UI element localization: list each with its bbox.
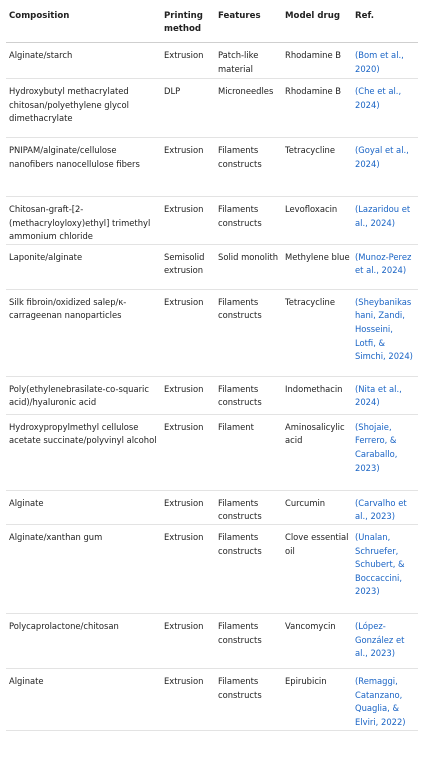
table-header-row [6,4,418,43]
cell-ref [352,244,418,289]
cell-ref [352,376,418,414]
cell-composition: PNIPAM/alginate/cellulose nanofibers nanocellulose fibers [6,138,161,197]
cell-drug: Clove essential oil [282,524,352,613]
cell-ref [352,289,418,376]
cell-ref [352,79,418,138]
cell-method: Extrusion [161,490,215,524]
ref-link[interactable]: (Nita et al., 2024) [355,383,402,408]
header-features: Features [215,4,282,43]
cell-features: Filaments constructs [215,197,282,245]
table-container [0,4,424,772]
ref-link[interactable]: (Che et al., 2024) [355,86,402,110]
ref-link[interactable]: (Bom et al., 2020) [355,50,404,74]
ref-link[interactable]: (Carvalho et al., 2023) [355,497,407,522]
cell-composition: Silk fibroin/oxidized salep/κ-carrageenan nanoparticles [6,289,161,376]
cell-composition: Poly(ethylenebrasilate-co-squaric acid)/hyaluronic acid [6,376,161,414]
cell-composition: Hydroxybutyl methacrylated chitosan/polyethylene glycol dimethacrylate [6,79,161,138]
cell-ref [352,138,418,197]
cell-method: DLP [161,79,215,138]
cell-ref [352,490,418,524]
ref-link[interactable]: (Shojaie, Ferrero, & Caraballo, 2023) [355,421,398,473]
cell-composition: Alginate [6,490,161,524]
cell-drug: Methylene blue [282,244,352,289]
cell-features: Filaments constructs [215,668,282,730]
cell-composition: Alginate/starch [6,43,161,79]
cell-method: Extrusion [161,43,215,79]
cell-method: Extrusion [161,414,215,490]
cell-method: Semisolid extrusion [161,244,215,289]
cell-drug: Tetracycline [282,289,352,376]
cell-method: Extrusion [161,668,215,730]
cell-ref [352,613,418,668]
table-row [6,524,418,613]
cell-features: Filaments constructs [215,490,282,524]
cell-features: Filaments constructs [215,613,282,668]
table-row [6,414,418,490]
cell-method: Extrusion [161,376,215,414]
cell-ref [352,43,418,79]
table-row [6,490,418,524]
cell-method: Extrusion [161,289,215,376]
cell-drug: Indomethacin [282,376,352,414]
table-row [6,138,418,197]
cell-composition: Alginate/xanthan gum [6,524,161,613]
cell-composition: Chitosan-graft-[2-(methacryloyloxy)ethyl] trimethyl ammonium chloride [6,197,161,245]
ref-link[interactable]: (Sheybanikashani, Zandi, Hosseini, Lotfi, & Simchi, 2024) [355,296,413,362]
cell-composition: Polycaprolactone/chitosan [6,613,161,668]
cell-features: Solid monolith [215,244,282,289]
ref-link[interactable]: (Unalan, Schruefer, Schubert, & Boccaccini, 2023) [355,531,405,597]
header-model-drug: Model drug [282,4,352,43]
header-printing-method: Printing method [161,4,215,43]
header-composition: Composition [6,4,161,43]
cell-drug: Rhodamine B [282,79,352,138]
ref-link[interactable]: (Remaggi, Catanzano, Quaglia, & Elviri, 2022) [355,675,406,727]
cell-ref [352,197,418,245]
cell-method: Extrusion [161,197,215,245]
table-row [6,613,418,668]
cell-method: Extrusion [161,524,215,613]
table-row [6,197,418,245]
ref-link[interactable]: (Munoz-Perez et al., 2024) [355,251,412,276]
header-ref: Ref. [352,4,418,43]
table-row [6,376,418,414]
ref-link[interactable]: (Goyal et al., 2024) [355,145,409,169]
cell-ref [352,668,418,730]
cell-features: Filaments constructs [215,289,282,376]
cell-drug: Levofloxacin [282,197,352,245]
table-row [6,244,418,289]
cell-features: Filaments constructs [215,524,282,613]
cell-drug: Epirubicin [282,668,352,730]
cell-method: Extrusion [161,138,215,197]
cell-composition: Laponite/alginate [6,244,161,289]
cell-drug: Vancomycin [282,613,352,668]
cell-drug: Curcumin [282,490,352,524]
cell-ref [352,414,418,490]
cell-drug: Tetracycline [282,138,352,197]
table-row [6,79,418,138]
table-row [6,289,418,376]
drug-delivery-table [6,4,418,731]
ref-link[interactable]: (Lazaridou et al., 2024) [355,204,411,228]
cell-features: Filaments constructs [215,376,282,414]
cell-composition: Hydroxypropylmethyl cellulose acetate succinate/polyvinyl alcohol [6,414,161,490]
table-row [6,668,418,730]
cell-features: Patch-like material [215,43,282,79]
cell-method: Extrusion [161,613,215,668]
cell-ref [352,524,418,613]
cell-composition: Alginate [6,668,161,730]
cell-features: Microneedles [215,79,282,138]
ref-link[interactable]: (López-González et al., 2023) [355,620,405,659]
cell-drug: Aminosalicylic acid [282,414,352,490]
cell-features: Filament [215,414,282,490]
cell-features: Filaments constructs [215,138,282,197]
table-row [6,43,418,79]
cell-drug: Rhodamine B [282,43,352,79]
